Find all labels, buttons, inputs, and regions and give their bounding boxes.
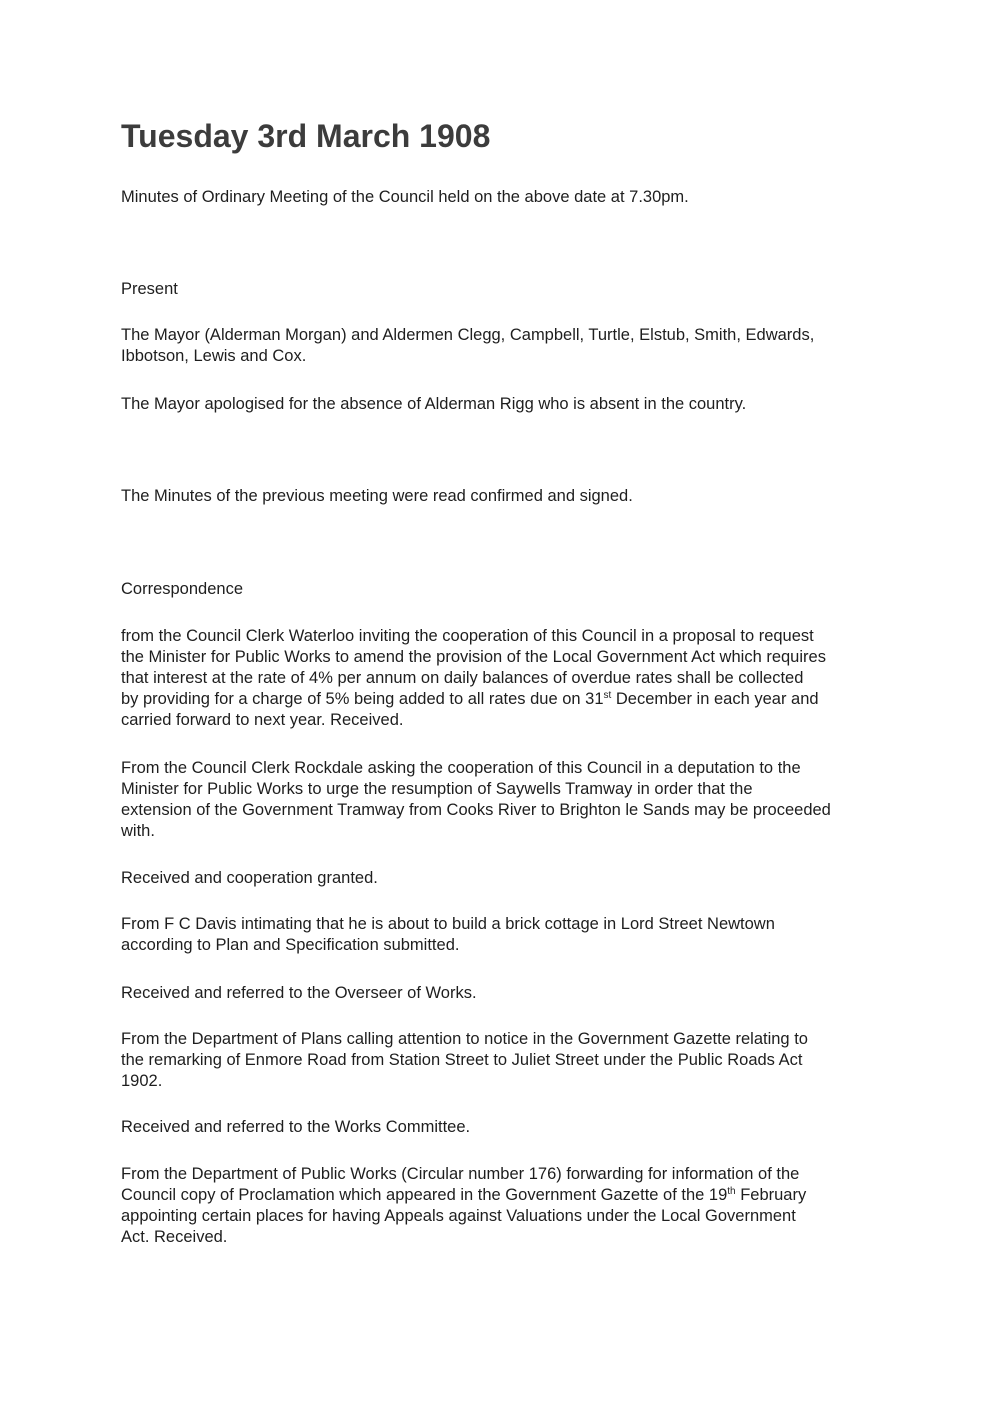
item-line: extension of the Government Tramway from Cooks River to Brighton le Sands may be proceeded	[121, 801, 831, 819]
item-line: From the Council Clerk Rockdale asking the cooperation of this Council in a deputation to the	[121, 759, 801, 777]
item-line: according to Plan and Specification submitted.	[121, 936, 460, 954]
item-text: December in each year and	[611, 690, 819, 708]
item-line: the Minister for Public Works to amend the provision of the Local Government Act which requires	[121, 648, 826, 666]
item-line: From the Department of Public Works (Circular number 176) forwarding for information of the	[121, 1165, 800, 1183]
item-line: From the Department of Plans calling attention to notice in the Government Gazette relating to	[121, 1030, 808, 1048]
page-title: Tuesday 3rd March 1908	[121, 118, 491, 154]
correspondence-item-rockdale	[121, 758, 891, 842]
present-line: Ibbotson, Lewis and Cox.	[121, 347, 307, 365]
plans-result: Received and referred to the Works Committee.	[121, 1118, 471, 1136]
item-line: that interest at the rate of 4% per annum on daily balances of overdue rates shall be collected	[121, 669, 804, 687]
item-line: From F C Davis intimating that he is about to build a brick cottage in Lord Street Newtown	[121, 915, 775, 933]
correspondence-item-plans	[121, 1029, 891, 1092]
present-paragraph	[121, 325, 891, 367]
item-line	[121, 690, 819, 708]
item-text: by providing for a charge of 5% being added to all rates due on 31	[121, 690, 604, 708]
ordinal-suffix: th	[727, 1186, 736, 1197]
item-line: the remarking of Enmore Road from Station Street to Juliet Street under the Public Roads Act	[121, 1051, 803, 1069]
ordinal-suffix: st	[603, 690, 612, 701]
item-text: February	[735, 1186, 807, 1204]
present-heading: Present	[121, 280, 178, 298]
apology-paragraph: The Mayor apologised for the absence of Alderman Rigg who is absent in the country.	[121, 395, 747, 413]
item-line: appointing certain places for having Appeals against Valuations under the Local Government	[121, 1207, 796, 1225]
item-line	[121, 1186, 806, 1204]
intro-paragraph: Minutes of Ordinary Meeting of the Council held on the above date at 7.30pm.	[121, 188, 689, 206]
item-line: 1902.	[121, 1072, 163, 1090]
item-line: carried forward to next year. Received.	[121, 711, 404, 729]
item-line: Minister for Public Works to urge the resumption of Saywells Tramway in order that the	[121, 780, 753, 798]
item-line: Act. Received.	[121, 1228, 228, 1246]
item-text: Council copy of Proclamation which appeared in the Government Gazette of the 19	[121, 1186, 728, 1204]
correspondence-heading: Correspondence	[121, 580, 243, 598]
correspondence-item-davis	[121, 914, 891, 956]
davis-result: Received and referred to the Overseer of Works.	[121, 984, 477, 1002]
item-line: from the Council Clerk Waterloo inviting the cooperation of this Council in a proposal to request	[121, 627, 814, 645]
item-line: with.	[121, 822, 155, 840]
minutes-paragraph: The Minutes of the previous meeting were read confirmed and signed.	[121, 487, 633, 505]
correspondence-item-waterloo	[121, 626, 891, 731]
rockdale-result: Received and cooperation granted.	[121, 869, 378, 887]
correspondence-item-public-works	[121, 1164, 891, 1248]
present-line: The Mayor (Alderman Morgan) and Aldermen Clegg, Campbell, Turtle, Elstub, Smith, Edwards,	[121, 326, 815, 344]
